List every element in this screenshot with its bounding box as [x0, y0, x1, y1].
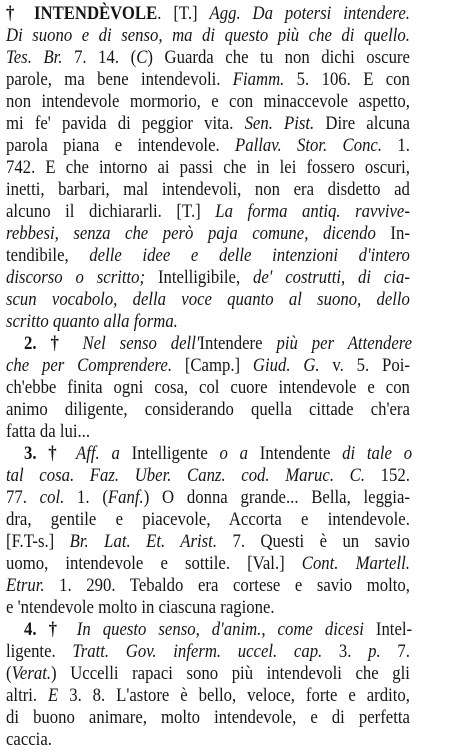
text-segment: non intendevole mormorio, e con minaccevole aspetto, [6, 91, 410, 112]
text-line [6, 201, 410, 223]
text-segment: costrutti, di cia- [285, 267, 410, 288]
text-line [6, 135, 410, 157]
text-segment: 742. E che intorno ai passi che in lei fossero oscuri, [6, 157, 410, 178]
text-line [6, 465, 410, 487]
text-line [6, 509, 410, 531]
text-segment: 2. † [24, 333, 83, 354]
text-segment: Etrur. [6, 575, 60, 596]
text-segment: E [48, 685, 70, 706]
text-segment: . [T.] [157, 3, 210, 24]
text-line [6, 377, 410, 399]
text-line [6, 421, 410, 443]
text-segment: INTENDÈVOLE [33, 3, 158, 24]
text-line [6, 355, 410, 377]
text-line [6, 179, 410, 201]
text-segment: dicendo [322, 223, 376, 244]
text-segment: de' [253, 267, 286, 288]
text-segment: 1. ( [77, 487, 108, 508]
text-segment: Aff. [76, 443, 112, 464]
text-segment: Pallav. Stor. Conc. [235, 135, 383, 156]
text-segment: [F.T-s.] [6, 531, 70, 552]
text-segment: parola piana e intendevole. [6, 135, 236, 156]
text-segment: delle idee e delle intenzioni d'intero [89, 245, 410, 266]
text-segment: inetti, barbari, mal intendevoli, non era disdetto ad [6, 179, 410, 200]
text-line [6, 267, 410, 289]
text-segment: In- [375, 223, 410, 244]
text-segment: dra, gentile e piacevole, Accorta e intendevole. [6, 509, 410, 530]
text-segment: ) Guarda che tu non dichi oscure [147, 47, 410, 68]
text-segment: 3. † [24, 443, 77, 464]
text-segment: 4. † [24, 619, 77, 640]
text-segment: tendibile, [6, 245, 90, 266]
text-segment: ] [195, 201, 216, 222]
text-line [6, 531, 410, 553]
text-segment: 77. [6, 487, 40, 508]
text-line [6, 113, 410, 135]
text-segment: [Camp.] [184, 355, 253, 376]
text-segment: a [111, 443, 132, 464]
text-segment: Br. Lat. Et. Arist. [69, 531, 218, 552]
text-segment: discorso o scritto; [6, 267, 158, 288]
text-line [6, 487, 410, 509]
text-line [6, 553, 410, 575]
text-segment: di buono animare, molto intendevole, e di perfetta [6, 707, 410, 728]
text-line [6, 729, 410, 751]
text-segment: Fanf. [107, 487, 144, 508]
text-segment: p. [368, 641, 398, 662]
text-segment: mi fe' pavida di peggior vita. [6, 113, 245, 134]
text-segment: Intel- [375, 619, 413, 640]
text-line [6, 399, 410, 421]
text-segment: 1. 290. Tebaldo era cortese e savio molto, [59, 575, 410, 596]
text-segment: Giud. G. [252, 355, 333, 376]
text-segment: Cont. Martell. [301, 553, 410, 574]
text-segment: T. [182, 201, 196, 222]
text-segment: ) Uccelli rapaci sono più intendevoli che gli [51, 663, 410, 684]
text-segment: alcuno il dichiararli. [ [6, 201, 182, 222]
text-line [6, 575, 410, 597]
text-line [6, 663, 410, 685]
text-line [6, 47, 410, 69]
text-line [24, 443, 412, 465]
text-segment: † [6, 3, 34, 24]
text-segment: ) O donna grande... Bella, leggia- [143, 487, 410, 508]
text-segment: Nel senso dell' [82, 333, 200, 354]
text-segment: scritto quanto alla forma. [6, 311, 178, 332]
text-segment: ch'ebbe finita ogni cosa, col cuore intendevole e con [6, 377, 410, 398]
text-segment: Verat. [11, 663, 52, 684]
text-segment: C [136, 47, 148, 68]
text-segment: 7. Questi è un savio [217, 531, 410, 552]
text-segment: che per Comprendere. [6, 355, 185, 376]
text-line [24, 333, 412, 355]
text-segment: o a [219, 443, 260, 464]
text-segment: Dire alcuna [314, 113, 410, 134]
text-segment: tal cosa. Faz. Uber. Canz. cod. Maruc. C. [6, 465, 381, 486]
text-segment: In questo senso, d'anim., come dicesi [76, 619, 376, 640]
text-line [6, 707, 410, 729]
text-segment: Tratt. Gov. inferm. uccel. cap. [72, 641, 339, 662]
text-line [6, 597, 410, 619]
text-segment: v. 5. Poi- [332, 355, 410, 376]
text-segment: animo diligente, considerando quella cittade ch'era [6, 399, 410, 420]
text-segment: rebbesi, senza che però paja comune, [6, 223, 323, 244]
text-line [6, 3, 410, 25]
text-segment: fatta da lui... [6, 421, 91, 442]
text-line [6, 245, 410, 267]
text-line [24, 619, 412, 641]
text-segment: Fiamm. [232, 69, 285, 90]
text-segment: uomo, intendevole e sottile. [Val.] [6, 553, 302, 574]
text-line [6, 641, 410, 663]
text-segment: caccia. [6, 729, 52, 750]
text-segment: La forma antiq. ravvive- [215, 201, 410, 222]
text-segment: Intelligibile, [157, 267, 254, 288]
text-line [6, 223, 410, 245]
text-segment: più per Attendere [276, 333, 413, 354]
text-segment: di tale o [342, 443, 413, 464]
text-segment: parole, ma bene intendevoli. [6, 69, 233, 90]
text-segment: Agg. Da potersi intendere. [209, 3, 410, 24]
text-segment: altri. [6, 685, 49, 706]
text-segment: Di suono e di senso, ma di questo più che di quello. [6, 25, 410, 46]
text-segment: 152. [380, 465, 410, 486]
text-segment: e 'ntendevole molto in ciascuna ragione. [6, 597, 275, 618]
text-segment: ( [6, 663, 12, 684]
text-segment: Intendere [199, 333, 277, 354]
text-line [6, 69, 410, 91]
text-segment: 7. 14. ( [74, 47, 137, 68]
text-line [6, 685, 410, 707]
text-segment: 5. 106. E con [284, 69, 410, 90]
text-segment: col. [39, 487, 78, 508]
text-segment: Intelligente [131, 443, 220, 464]
text-line [6, 25, 410, 47]
text-segment: scun vocabolo, della voce quanto al suono, dello [6, 289, 410, 310]
text-segment: 3. [338, 641, 369, 662]
text-segment: ligente. [6, 641, 73, 662]
text-segment: Intendente [259, 443, 343, 464]
text-segment: Sen. Pist. [244, 113, 315, 134]
text-segment: Tes. Br. [6, 47, 75, 68]
text-segment: 7. [397, 641, 410, 662]
text-line [6, 157, 410, 179]
text-segment: 3. 8. L'astore è bello, veloce, forte e ardito, [69, 685, 410, 706]
text-line [6, 311, 410, 333]
text-segment: 1. [382, 135, 410, 156]
text-line [6, 91, 410, 113]
text-line [6, 289, 410, 311]
